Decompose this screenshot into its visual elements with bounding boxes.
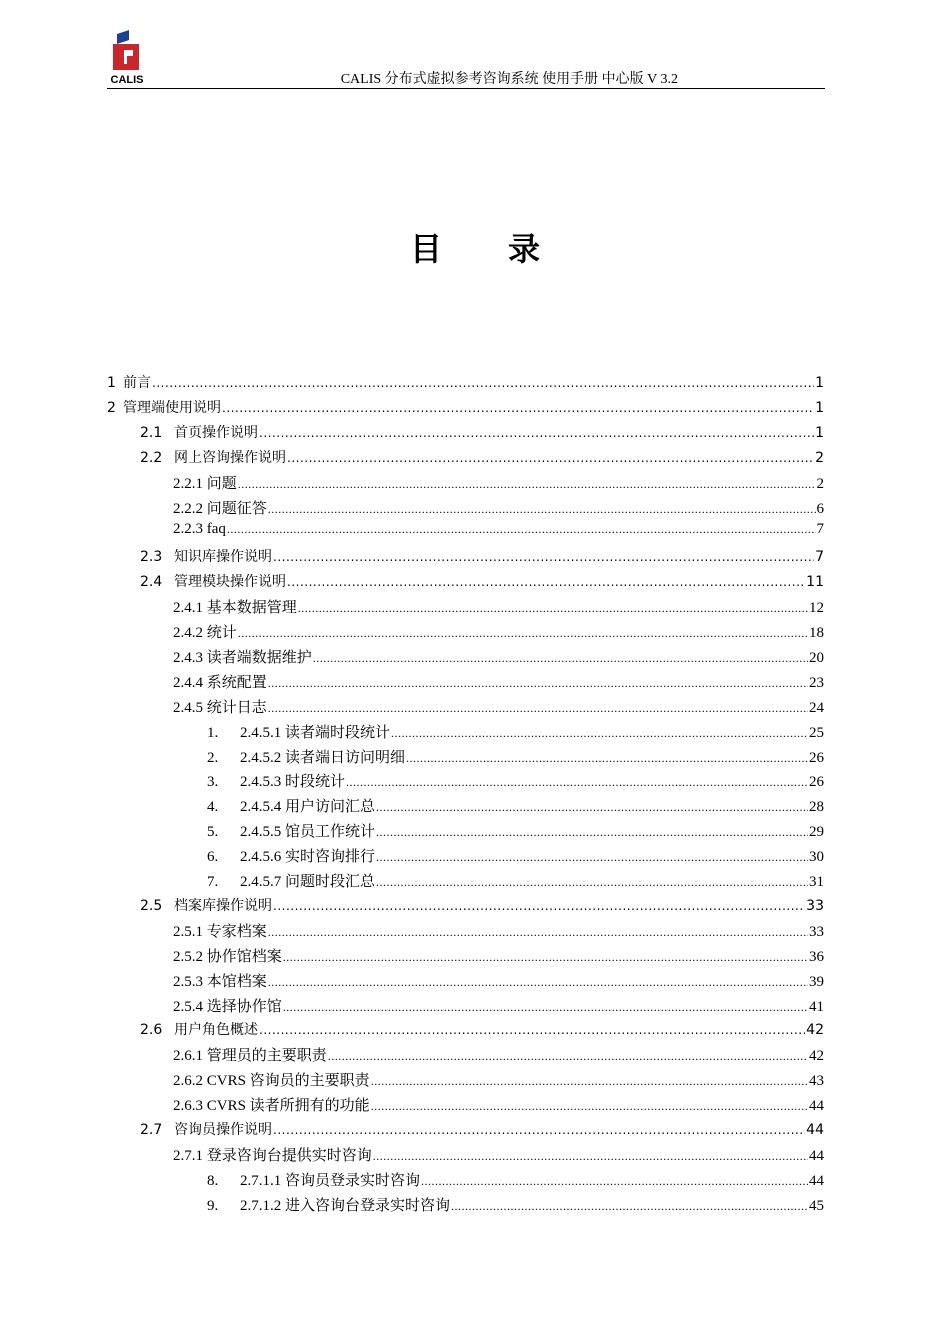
toc-entry-page: 44 — [809, 1098, 824, 1114]
toc-entry-label: 2.4.4 系统配置 — [173, 675, 267, 691]
toc-entry-label: 2.7.1.1 咨询员登录实时咨询 — [240, 1173, 421, 1189]
toc-entry-label: 2.7.1.2 进入咨询台登录实时咨询 — [240, 1198, 451, 1214]
toc-entry-page: 23 — [809, 675, 824, 691]
toc-entry-number: 2.3 — [140, 549, 163, 565]
toc-leader-dots — [451, 1198, 808, 1215]
toc-entry-label: 2.4.5.2 读者端日访问明细 — [240, 750, 406, 766]
toc-leader-dots — [273, 1122, 805, 1138]
toc-entry[interactable] — [173, 621, 824, 646]
toc-entry-page: 7 — [815, 549, 824, 565]
toc-entry-label: 2.7.1 登录咨询台提供实时咨询 — [173, 1148, 372, 1164]
toc-entry-label: 2.6.2 CVRS 咨询员的主要职责 — [173, 1073, 370, 1089]
toc-entry-page: 36 — [809, 949, 824, 965]
toc-entry-number: 6. — [207, 849, 219, 865]
toc-leader-dots — [268, 501, 816, 518]
toc-entry-number: 7. — [207, 874, 219, 890]
toc-entry-label: 2.6.1 管理员的主要职责 — [173, 1048, 327, 1064]
toc-entry-label: 2.4.5.4 用户访问汇总 — [240, 799, 376, 815]
toc-entry[interactable] — [173, 920, 824, 945]
toc-entry[interactable] — [140, 546, 824, 571]
toc-entry[interactable] — [207, 795, 824, 820]
toc-entry-page: 43 — [809, 1073, 824, 1089]
toc-leader-dots — [287, 574, 805, 590]
calis-logo — [107, 30, 147, 86]
toc-entry-page: 45 — [809, 1198, 824, 1214]
toc-entry-page: 7 — [816, 521, 824, 537]
toc-leader-dots — [273, 549, 814, 565]
toc-leader-dots — [283, 949, 808, 966]
toc-entry-label: 2.6.3 CVRS 读者所拥有的功能 — [173, 1098, 370, 1114]
toc-entry-page: 44 — [809, 1173, 824, 1189]
toc-entry-page: 44 — [809, 1148, 824, 1164]
toc-entry[interactable] — [107, 372, 824, 397]
toc-entry-label: 2.2.1 问题 — [173, 476, 237, 492]
toc-entry-page: 2 — [816, 476, 824, 492]
toc-entry-label: 首页操作说明 — [174, 425, 258, 441]
toc-leader-dots — [259, 1022, 805, 1038]
toc-entry-label: 用户角色概述 — [174, 1022, 258, 1038]
toc-entry-number: 2. — [207, 750, 219, 766]
toc-leader-dots — [371, 1098, 808, 1115]
toc-entry-page: 18 — [809, 625, 824, 641]
toc-entry[interactable] — [207, 820, 824, 845]
toc-entry-number: 9. — [207, 1198, 219, 1214]
toc-entry-page: 24 — [809, 700, 824, 716]
toc-entry-label: 2.4.5 统计日志 — [173, 700, 267, 716]
toc-entry-page: 39 — [809, 974, 824, 990]
toc-entry[interactable] — [173, 646, 824, 671]
toc-entry-label: 2.2.3 faq — [173, 521, 226, 537]
toc-entry-page: 31 — [809, 874, 824, 890]
toc-leader-dots — [328, 1048, 808, 1065]
toc-entry[interactable] — [173, 1069, 824, 1094]
toc-entry-page: 42 — [809, 1048, 824, 1064]
toc-entry[interactable] — [140, 571, 824, 596]
toc-entry-page: 1 — [815, 375, 824, 391]
toc-entry[interactable] — [207, 870, 824, 895]
toc-entry[interactable] — [207, 845, 824, 870]
page-title-char-1: 目 — [409, 230, 442, 268]
toc-leader-dots — [268, 700, 808, 717]
toc-entry-label: 2.4.5.1 读者端时段统计 — [240, 725, 391, 741]
toc-entry[interactable] — [173, 521, 824, 546]
toc-entry-page: 1 — [815, 400, 824, 416]
toc-entry-page: 41 — [809, 999, 824, 1015]
toc-leader-dots — [371, 1073, 808, 1090]
toc-entry-label: 2.5.4 选择协作馆 — [173, 999, 282, 1015]
toc-entry-label: 2.5.1 专家档案 — [173, 924, 267, 940]
toc-entry-page: 42 — [806, 1022, 824, 1038]
toc-leader-dots — [268, 974, 808, 991]
toc-entry-label: 2.4.5.3 时段统计 — [240, 774, 346, 790]
toc-entry-number: 3. — [207, 774, 219, 790]
toc-entry-label: 2.5.3 本馆档案 — [173, 974, 267, 990]
toc-leader-dots — [406, 750, 808, 767]
toc-entry-page: 11 — [806, 574, 824, 590]
toc-entry-number: 2 — [107, 400, 116, 416]
toc-leader-dots — [346, 774, 808, 791]
toc-entry-page: 26 — [809, 750, 824, 766]
toc-entry[interactable] — [173, 945, 824, 970]
toc-entry-label: 2.4.5.7 问题时段汇总 — [240, 874, 376, 890]
toc-entry[interactable] — [140, 422, 824, 447]
toc-leader-dots — [287, 450, 814, 466]
header-title: CALIS 分布式虚拟参考咨询系统 使用手册 中心版 V 3.2 — [340, 72, 678, 87]
toc-leader-dots — [283, 999, 808, 1016]
toc-leader-dots — [373, 1148, 808, 1165]
toc-entry-label: 2.4.5.6 实时咨询排行 — [240, 849, 376, 865]
toc-entry-label: 2.4.3 读者端数据维护 — [173, 650, 312, 666]
toc-entry-page: 6 — [816, 501, 824, 517]
toc-leader-dots — [227, 521, 816, 538]
toc-entry[interactable] — [173, 596, 824, 621]
toc-entry-number: 2.4 — [140, 574, 163, 590]
toc-entry-number: 2.2 — [140, 450, 163, 466]
toc-entry[interactable] — [207, 770, 824, 795]
toc-entry-number: 2.6 — [140, 1022, 163, 1038]
toc-entry-number: 1 — [107, 375, 116, 391]
toc-entry-label: 档案库操作说明 — [174, 898, 272, 914]
toc-entry-label: 2.2.2 问题征答 — [173, 501, 267, 517]
toc-entry[interactable] — [173, 1144, 824, 1169]
toc-entry-number: 8. — [207, 1173, 219, 1189]
toc-entry-label: 2.4.5.5 馆员工作统计 — [240, 824, 376, 840]
toc-entry[interactable] — [173, 1044, 824, 1069]
toc-entry[interactable] — [207, 1169, 824, 1194]
toc-leader-dots — [152, 375, 814, 391]
toc-leader-dots — [421, 1173, 808, 1190]
toc-entry-label: 管理端使用说明 — [123, 400, 221, 416]
toc-entry-number: 1. — [207, 725, 219, 741]
toc-entry-page: 25 — [809, 725, 824, 741]
toc-entry-page: 26 — [809, 774, 824, 790]
toc-entry-label: 管理模块操作说明 — [174, 574, 286, 590]
logo-text: CALIS — [110, 74, 144, 86]
toc-entry[interactable] — [140, 1019, 824, 1044]
toc-entry[interactable] — [173, 671, 824, 696]
toc-leader-dots — [238, 476, 816, 493]
toc-entry-page: 2 — [815, 450, 824, 466]
toc-leader-dots — [376, 799, 808, 816]
toc-entry-label: 知识库操作说明 — [174, 549, 272, 565]
toc-entry-page: 30 — [809, 849, 824, 865]
toc-entry[interactable] — [140, 447, 824, 472]
toc-leader-dots — [273, 898, 805, 914]
toc-entry[interactable] — [207, 1194, 824, 1219]
toc-entry-page: 28 — [809, 799, 824, 815]
toc-entry-number: 2.1 — [140, 425, 163, 441]
toc-entry-number: 2.5 — [140, 898, 163, 914]
header-divider — [107, 88, 825, 89]
toc-entry-page: 44 — [806, 1122, 824, 1138]
toc-entry-label: 2.4.2 统计 — [173, 625, 237, 641]
toc-entry-page: 33 — [809, 924, 824, 940]
toc-leader-dots — [376, 874, 808, 891]
toc-entry-number: 4. — [207, 799, 219, 815]
toc-leader-dots — [268, 675, 808, 692]
toc-leader-dots — [298, 600, 808, 617]
toc-entry-label: 2.4.1 基本数据管理 — [173, 600, 297, 616]
toc-leader-dots — [259, 425, 814, 441]
toc-leader-dots — [268, 924, 808, 941]
toc-entry[interactable] — [173, 472, 824, 497]
toc-entry-label: 前言 — [123, 375, 151, 391]
toc-entry[interactable] — [140, 895, 824, 920]
toc-leader-dots — [376, 849, 808, 866]
calis-logo-icon — [107, 30, 147, 74]
toc-entry[interactable] — [173, 970, 824, 995]
toc-leader-dots — [376, 824, 808, 841]
toc-leader-dots — [238, 625, 808, 642]
toc-entry[interactable] — [207, 746, 824, 771]
toc-leader-dots — [391, 725, 808, 742]
toc-entry[interactable] — [107, 397, 824, 422]
toc-entry[interactable] — [173, 497, 824, 522]
toc-entry-page: 1 — [815, 425, 824, 441]
toc-leader-dots — [222, 400, 814, 416]
toc-entry-number: 2.7 — [140, 1122, 163, 1138]
page-title — [0, 224, 950, 270]
toc-entry[interactable] — [173, 1094, 824, 1119]
toc-entry-page: 29 — [809, 824, 824, 840]
toc-entry[interactable] — [173, 696, 824, 721]
page-title-char-2: 录 — [508, 230, 541, 268]
toc-entry[interactable] — [173, 995, 824, 1020]
toc-entry[interactable] — [207, 721, 824, 746]
toc-leader-dots — [313, 650, 808, 667]
toc-entry[interactable] — [140, 1119, 824, 1144]
toc-entry-number: 5. — [207, 824, 219, 840]
toc-entry-page: 12 — [809, 600, 824, 616]
toc-entry-label: 网上咨询操作说明 — [174, 450, 286, 466]
toc-entry-label: 咨询员操作说明 — [174, 1122, 272, 1138]
toc-entry-page: 20 — [809, 650, 824, 666]
toc-entry-label: 2.5.2 协作馆档案 — [173, 949, 282, 965]
toc-entry-page: 33 — [806, 898, 824, 914]
